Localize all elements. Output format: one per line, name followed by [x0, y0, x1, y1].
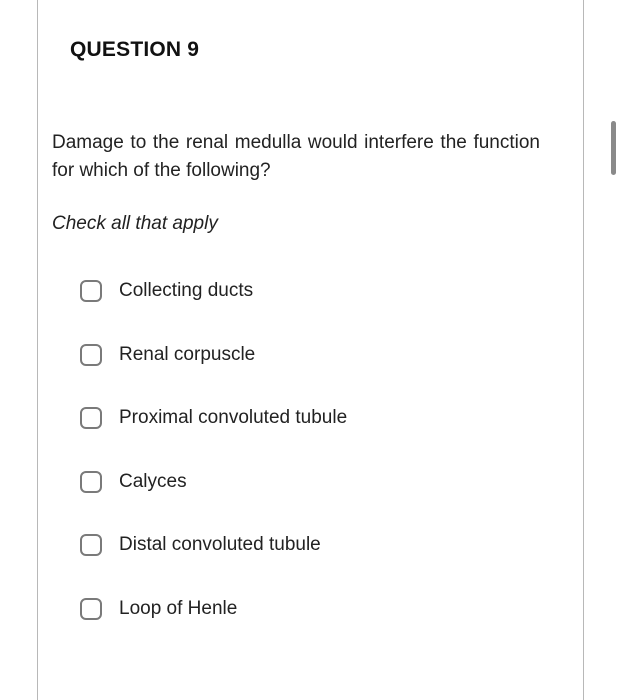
option-label: Calyces [119, 470, 187, 492]
option-renal-corpuscle[interactable] [80, 338, 347, 372]
option-calyces[interactable] [80, 465, 347, 499]
question-title: QUESTION 9 [70, 38, 200, 61]
question-text: Damage to the renal medulla would interfere the function for which of the following? [52, 132, 540, 181]
scrollbar-thumb[interactable] [611, 121, 616, 175]
option-label: Collecting ducts [119, 280, 254, 301]
option-distal-convoluted-tubule[interactable] [80, 528, 347, 562]
instruction-text: Check all that apply [52, 213, 218, 234]
option-label: Proximal convoluted tubule [119, 407, 348, 429]
option-label: Renal corpuscle [119, 343, 256, 365]
option-label: Distal convoluted tubule [119, 534, 321, 556]
checkbox[interactable] [80, 534, 102, 556]
option-proximal-convoluted-tubule[interactable] [80, 401, 347, 435]
answer-options [80, 274, 347, 656]
checkbox[interactable] [80, 280, 102, 302]
checkbox[interactable] [80, 407, 102, 429]
option-label: Loop of Henle [119, 597, 238, 619]
option-loop-of-henle[interactable] [80, 592, 347, 626]
checkbox[interactable] [80, 344, 102, 366]
checkbox[interactable] [80, 471, 102, 493]
checkbox[interactable] [80, 598, 102, 620]
option-collecting-ducts[interactable] [80, 274, 347, 308]
